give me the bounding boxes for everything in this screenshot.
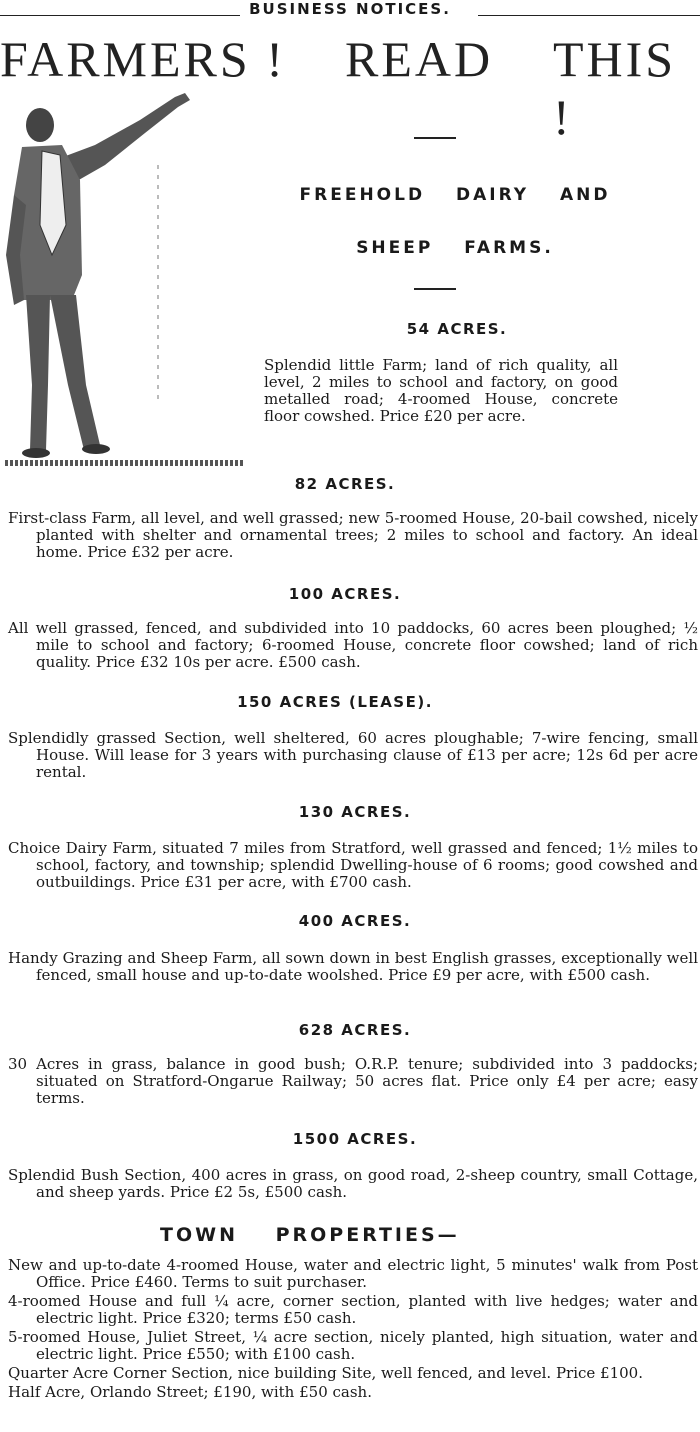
listing-heading: 400 ACRES. (298, 912, 412, 930)
pointing-man-icon (0, 85, 250, 475)
headline-read: READ (345, 31, 494, 87)
subhead-divider-top (414, 137, 456, 139)
listing-heading: 82 ACRES. (294, 475, 396, 493)
running-head: BUSINESS NOTICES. (249, 0, 451, 18)
town-property-item: Quarter Acre Corner Section, nice building Site, well fenced, and level. Price £100. (8, 1364, 643, 1382)
town-properties-list (8, 1257, 698, 1401)
listing-text: Splendid little Farm; land of rich quality, all level, 2 miles to school and factory, on good metalled road; 4-roomed House, concrete floor cowshed. Price £20 per acre. (264, 356, 618, 425)
header-rule-left (0, 15, 240, 16)
town-property-item: 4-roomed House and full ¼ acre, corner section, planted with live hedges; water and electric light. Price £320; terms £50 cash. (8, 1292, 698, 1327)
headline-this: THIS ! (553, 31, 677, 145)
pointing-man-illustration (0, 85, 250, 475)
listing-text: 30 Acres in grass, balance in good bush; O.R.P. tenure; subdivided into 3 paddocks; situated on Stratford-Ongarue Railway; 50 acres flat. Price only £4 per acre; easy terms. (8, 1055, 698, 1107)
listing-text: Choice Dairy Farm, situated 7 miles from Stratford, well grassed and fenced; 1½ miles to school, factory, and township; splendid Dwelling-house of 6 rooms; good cowshed and outbuildings. Price £31 per acre, with £700 cash. (8, 839, 698, 891)
listing-text: Splendidly grassed Section, well sheltered, 60 acres ploughable; 7-wire fencing, small House. Will lease for 3 years with purchasing clause of £13 per acre; 12s 6d per acre rental. (8, 729, 698, 781)
headline (0, 30, 700, 145)
listing-heading: 628 ACRES. (298, 1021, 412, 1039)
headline-farmers: FARMERS ! (0, 31, 286, 87)
header-rule-right (478, 15, 700, 16)
listing-heading: 1500 ACRES. (292, 1130, 418, 1148)
listing-heading: 54 ACRES. (406, 320, 508, 338)
subhead-divider-bottom (414, 288, 456, 290)
listing-text: All well grassed, fenced, and subdivided into 10 paddocks, 60 acres been ploughed; ½ mile to school and factory; 6-roomed House, concrete floor cowshed; land of rich quality. Price £32 10s per acre. £500 cash. (8, 619, 698, 671)
subhead-line1: FREEHOLD DAIRY AND (299, 185, 611, 205)
town-property-item: 5-roomed House, Juliet Street, ¼ acre section, nicely planted, high situation, water and electric light. Price £550; with £100 cash. (8, 1328, 698, 1363)
town-property-item: New and up-to-date 4-roomed House, water and electric light, 5 minutes' walk from Post Office. Price £460. Terms to suit purchaser. (8, 1256, 698, 1291)
listing-text: First-class Farm, all level, and well grassed; new 5-roomed House, 20-bail cowshed, nicely planted with shelter and ornamental trees; 2 miles to school and factory. An ideal home. Price £32 per acre. (8, 509, 698, 561)
subhead-line2: SHEEP FARMS. (356, 238, 554, 258)
listing-text: Splendid Bush Section, 400 acres in grass, on good road, 2-sheep country, small Cottage, and sheep yards. Price £2 5s, £500 cash. (8, 1166, 698, 1201)
listing-text: Handy Grazing and Sheep Farm, all sown down in best English grasses, exceptionally well fenced, small house and up-to-date woolshed. Price £9 per acre, with £500 cash. (8, 949, 698, 984)
town-properties-heading: TOWN PROPERTIES— (160, 1224, 460, 1246)
listing-heading: 150 ACRES (LEASE). (237, 693, 433, 711)
listing-heading: 100 ACRES. (288, 585, 402, 603)
town-property-item: Half Acre, Orlando Street; £190, with £50 cash. (8, 1383, 372, 1401)
listing-heading: 130 ACRES. (298, 803, 412, 821)
